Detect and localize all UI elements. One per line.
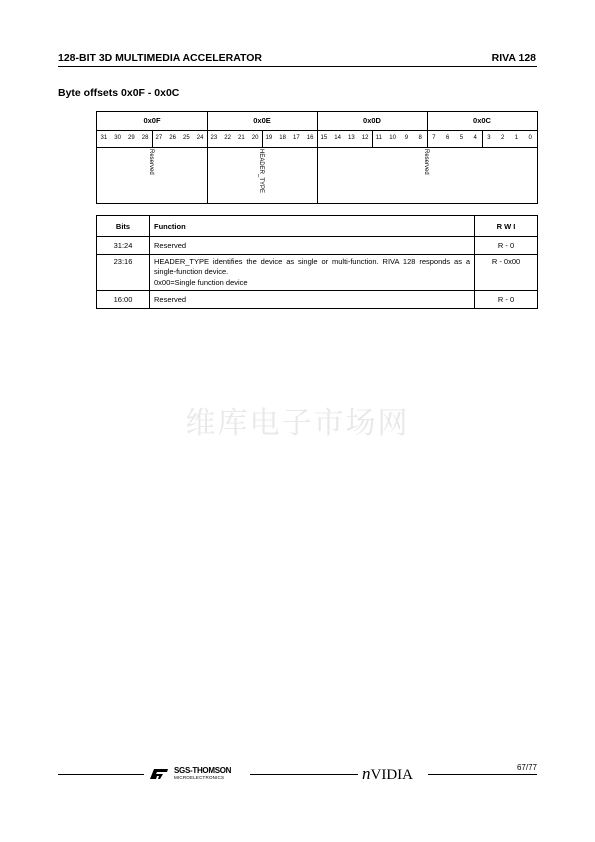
bit-number: 9 bbox=[404, 135, 409, 141]
bit-number: 11 bbox=[375, 135, 382, 141]
cell-bits: 16:00 bbox=[97, 291, 150, 309]
field-label-reserved: Reserved bbox=[423, 149, 429, 175]
cell-rwi: R - 0x00 bbox=[475, 255, 538, 291]
function-description: HEADER_TYPE identifies the device as single or multi-function. RIVA 128 responds as a single-function device. bbox=[154, 257, 470, 276]
footer-rule-middle bbox=[250, 774, 358, 775]
cell-rwi: R - 0 bbox=[475, 237, 538, 255]
footer-rule-right bbox=[428, 774, 537, 775]
bit-number: 30 bbox=[114, 135, 121, 141]
bit-number: 0 bbox=[528, 135, 532, 141]
field-label-reserved: Reserved bbox=[148, 149, 154, 175]
st-brand-subtitle: MICROELECTRONICS bbox=[174, 775, 225, 780]
page-number: 67/77 bbox=[516, 763, 537, 772]
bit-number: 13 bbox=[348, 135, 355, 141]
col-header-rwi: R W I bbox=[475, 216, 538, 237]
bit-number: 4 bbox=[473, 135, 477, 141]
function-note: 0x00=Single function device bbox=[154, 278, 248, 287]
bit-number: 26 bbox=[169, 135, 176, 141]
watermark: 维库电子市场网 bbox=[185, 406, 410, 441]
table-row bbox=[97, 255, 538, 291]
bit-number: 1 bbox=[514, 135, 519, 141]
register-bit-table bbox=[96, 111, 538, 204]
cell-bits: 23:16 bbox=[97, 255, 150, 291]
bit-number: 22 bbox=[224, 135, 231, 141]
byte-header: 0x0C bbox=[473, 116, 491, 125]
header-rule bbox=[58, 66, 537, 67]
nibble-divider bbox=[152, 130, 153, 147]
cell-function bbox=[150, 255, 475, 291]
running-header-title: 128-BIT 3D MULTIMEDIA ACCELERATOR bbox=[58, 52, 262, 64]
bit-number: 18 bbox=[279, 135, 286, 141]
bit-number: 5 bbox=[459, 135, 464, 141]
nvidia-logo-text: VIDIA bbox=[370, 767, 413, 783]
bit-number: 8 bbox=[418, 135, 422, 141]
field-divider bbox=[317, 147, 318, 203]
bit-number: 14 bbox=[334, 135, 341, 141]
byte-divider bbox=[317, 112, 318, 147]
bit-number: 25 bbox=[183, 135, 190, 141]
bit-number: 29 bbox=[128, 135, 135, 141]
bit-number: 10 bbox=[389, 135, 396, 141]
field-label-header-type: HEADER_TYPE bbox=[258, 149, 264, 194]
bit-number: 24 bbox=[196, 135, 204, 141]
bit-number: 31 bbox=[100, 135, 108, 141]
nibble-divider bbox=[262, 130, 263, 147]
bit-number: 3 bbox=[487, 135, 491, 141]
cell-rwi: R - 0 bbox=[475, 291, 538, 309]
function-table bbox=[96, 215, 538, 309]
bit-number: 17 bbox=[293, 135, 300, 141]
nvidia-logo bbox=[362, 764, 413, 784]
table-row bbox=[97, 291, 538, 309]
bit-number: 27 bbox=[155, 135, 163, 141]
bit-number: 21 bbox=[238, 135, 245, 141]
byte-divider bbox=[427, 112, 428, 147]
cell-function: Reserved bbox=[150, 291, 475, 309]
bit-number: 20 bbox=[251, 135, 259, 141]
section-title: Byte offsets 0x0F - 0x0C bbox=[58, 87, 180, 99]
st-brand-name: SGS-THOMSON bbox=[174, 766, 232, 775]
byte-header: 0x0D bbox=[363, 116, 381, 125]
bit-number: 6 bbox=[445, 135, 450, 141]
bit-number: 7 bbox=[432, 135, 436, 141]
col-header-function: Function bbox=[150, 216, 475, 237]
col-header-bits: Bits bbox=[97, 216, 150, 237]
nibble-divider bbox=[482, 130, 483, 147]
bit-number: 19 bbox=[265, 135, 273, 141]
byte-header: 0x0F bbox=[143, 116, 161, 125]
bit-number: 16 bbox=[306, 135, 314, 141]
bit-number: 12 bbox=[361, 135, 369, 141]
bit-number: 28 bbox=[141, 135, 149, 141]
cell-function: Reserved bbox=[150, 237, 475, 255]
nvidia-logo-n: n bbox=[362, 764, 371, 783]
field-divider bbox=[207, 147, 208, 203]
st-logo-icon bbox=[148, 767, 170, 781]
nibble-divider bbox=[372, 130, 373, 147]
cell-bits: 31:24 bbox=[97, 237, 150, 255]
footer-rule-left bbox=[58, 774, 144, 775]
bit-number: 2 bbox=[500, 135, 505, 141]
bit-number: 23 bbox=[210, 135, 218, 141]
table-header-row bbox=[97, 216, 538, 237]
table-row bbox=[97, 237, 538, 255]
running-header-product: RIVA 128 bbox=[491, 52, 536, 64]
byte-divider bbox=[207, 112, 208, 147]
bit-number: 15 bbox=[320, 135, 328, 141]
byte-header: 0x0E bbox=[253, 116, 271, 125]
